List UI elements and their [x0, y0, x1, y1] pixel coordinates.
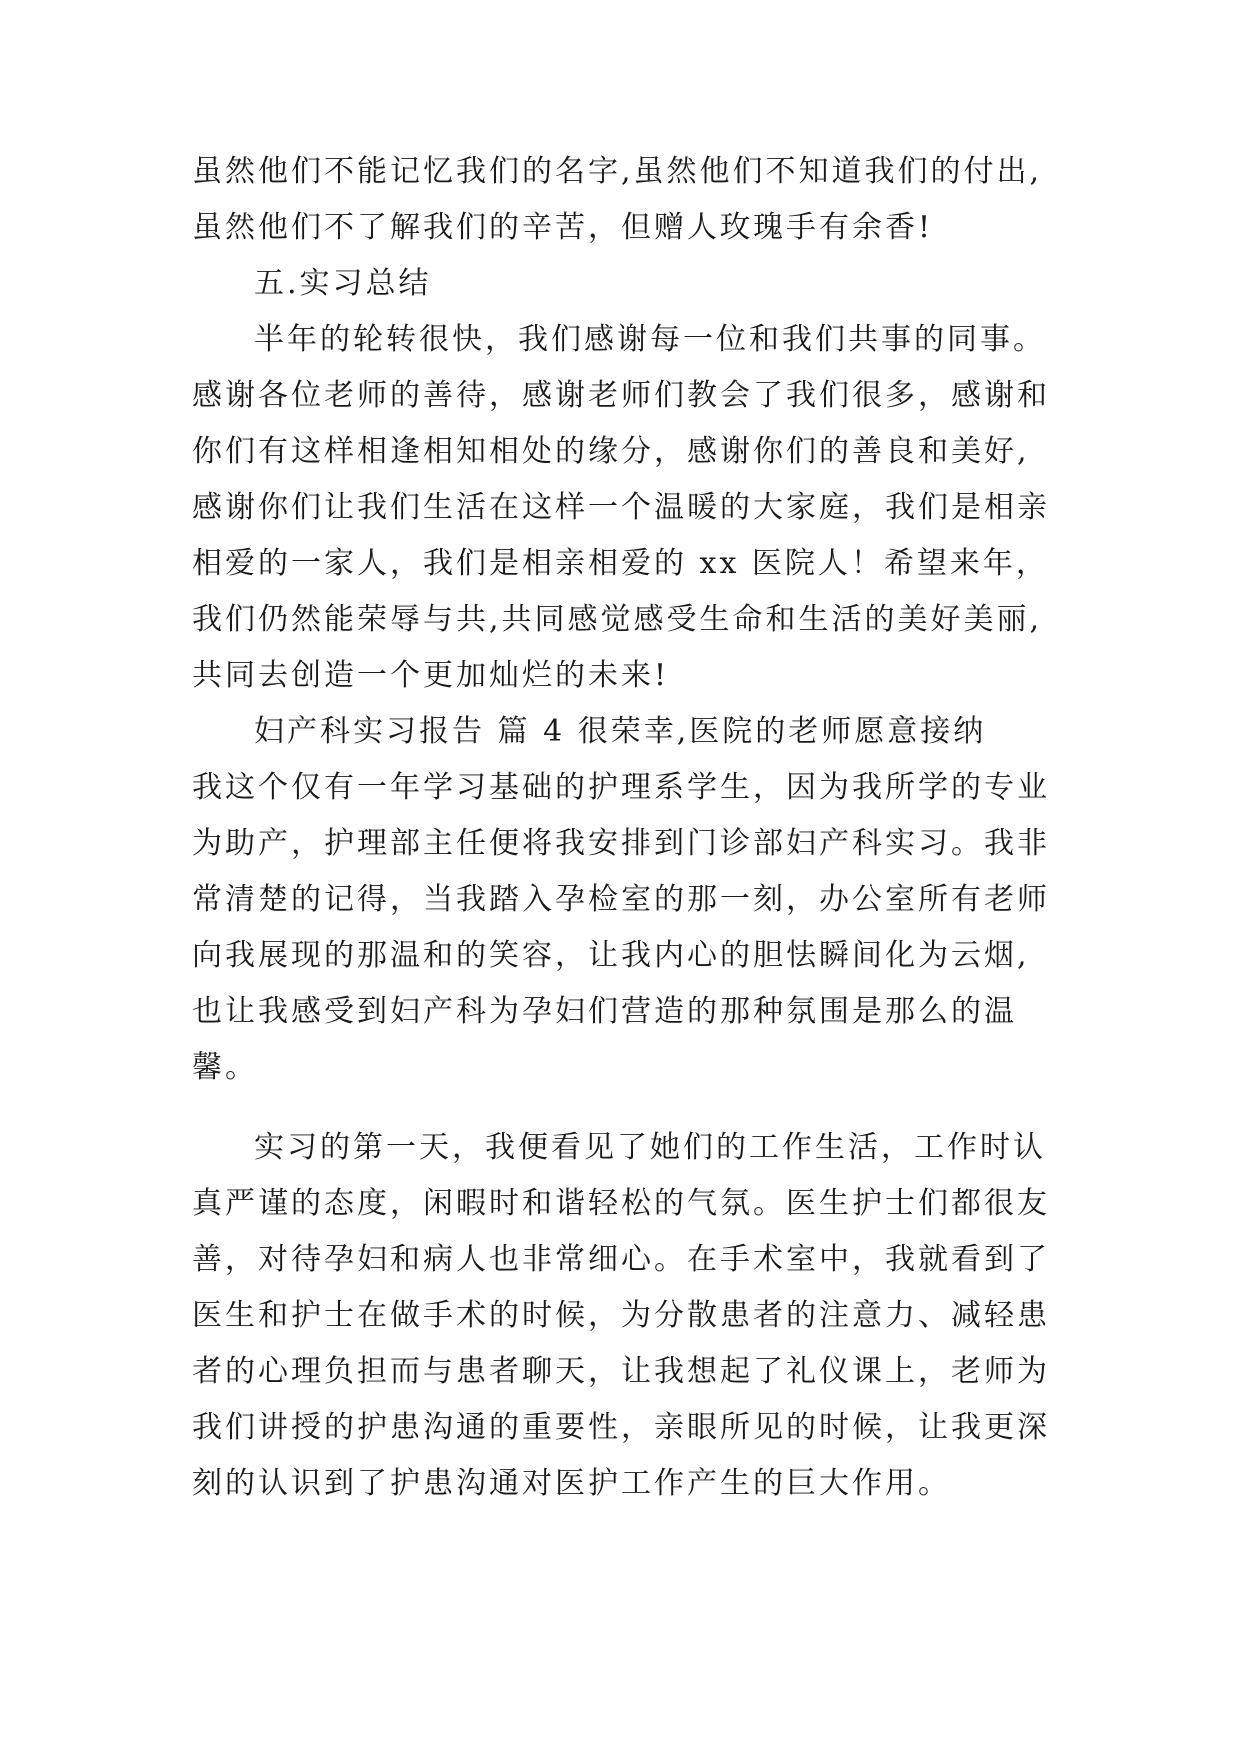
text-line: 感谢各位老师的善待，感谢老师们教会了我们很多，感谢和 — [192, 378, 1050, 413]
text-line: 半年的轮转很快，我们感谢每一位和我们共事的同事。 — [254, 322, 1046, 357]
text-line: 真严谨的态度，闲暇时和谐轻松的气氛。医生护士们都很友 — [192, 1186, 1050, 1221]
text-line: 为助产，护理部主任便将我安排到门诊部妇产科实习。我非 — [192, 826, 1050, 861]
text-line: 相爱的一家人，我们是相亲相爱的 xx 医院人！希望来年， — [192, 546, 1049, 581]
text-line: 感谢你们让我们生活在这样一个温暖的大家庭，我们是相亲 — [192, 490, 1050, 525]
text-line: 者的心理负担而与患者聊天，让我想起了礼仪课上，老师为 — [192, 1354, 1050, 1389]
text-line: 也让我感受到妇产科为孕妇们营造的那种氛围是那么的温 — [192, 994, 1017, 1029]
text-line: 常清楚的记得，当我踏入孕检室的那一刻，办公室所有老师 — [192, 882, 1050, 917]
text-line: 你们有这样相逢相知相处的缘分，感谢你们的善良和美好, — [192, 434, 1030, 469]
text-line: 向我展现的那温和的笑容，让我内心的胆怯瞬间化为云烟, — [192, 938, 1030, 973]
text-line: 我们仍然能荣辱与共,共同感觉感受生命和生活的美好美丽, — [192, 602, 1043, 637]
text-line: 虽然他们不了解我们的辛苦，但赠人玫瑰手有余香! — [192, 210, 934, 245]
text-line: 馨。 — [192, 1050, 258, 1085]
text-line: 善，对待孕妇和病人也非常细心。在手术室中，我就看到了 — [192, 1242, 1050, 1277]
text-line: 虽然他们不能记忆我们的名字,虽然他们不知道我们的付出, — [192, 154, 1043, 189]
text-line: 医生和护士在做手术的时候，为分散患者的注意力、减轻患 — [192, 1298, 1050, 1333]
text-line: 我们讲授的护患沟通的重要性，亲眼所见的时候，让我更深 — [192, 1410, 1050, 1445]
text-line: 妇产科实习报告 篇 4 很荣幸,医院的老师愿意接纳 — [254, 714, 987, 749]
text-line: 实习的第一天，我便看见了她们的工作生活，工作时认 — [254, 1130, 1046, 1165]
text-line: 共同去创造一个更加灿烂的未来! — [192, 658, 670, 693]
text-line: 我这个仅有一年学习基础的护理系学生，因为我所学的专业 — [192, 770, 1050, 805]
section-heading: 五.实习总结 — [254, 266, 432, 301]
text-line: 刻的认识到了护患沟通对医护工作产生的巨大作用。 — [192, 1466, 951, 1501]
